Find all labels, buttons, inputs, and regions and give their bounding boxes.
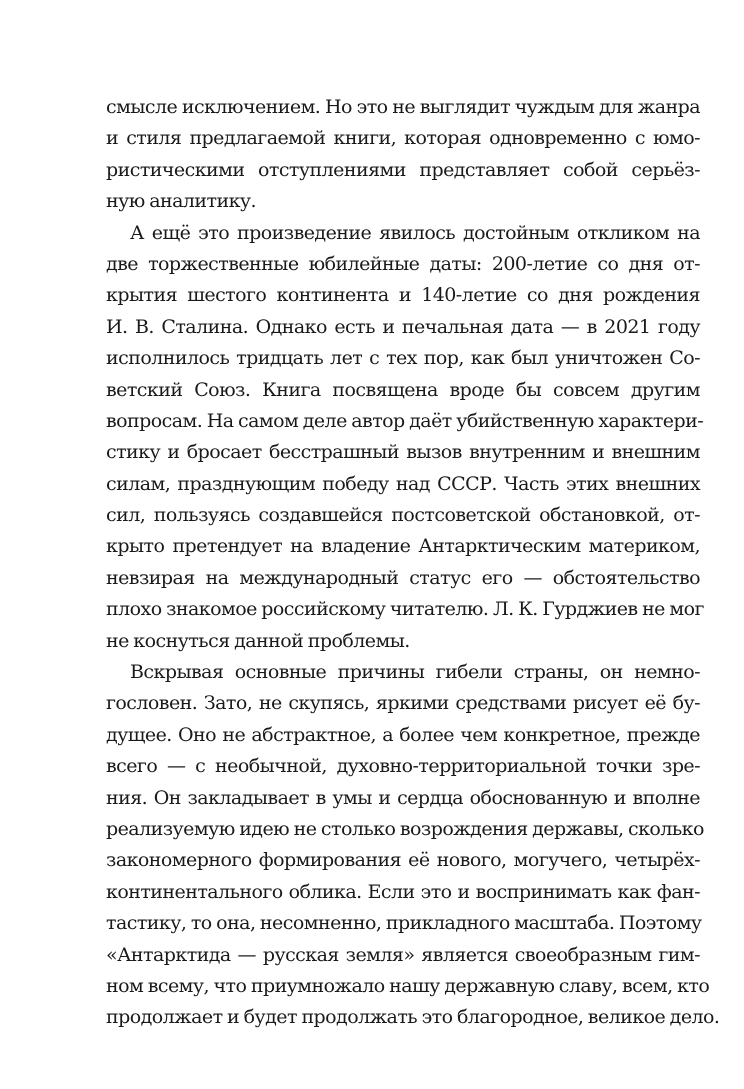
text-line: плохо знакомое российскому читателю. Л. К. Гурджиев не мог xyxy=(106,598,704,621)
text-line: крыто претендует на владение Антарктическим материком, xyxy=(106,535,700,558)
text-line: стику и бросает бесстрашный вызов внутренним и внешним xyxy=(106,441,700,464)
text-line: две торжественные юбилейные даты: 200-летие со дня от- xyxy=(106,252,700,275)
text-line: исполнилось тридцать лет с тех пор, как был уничтожен Со- xyxy=(106,347,700,370)
text-line: силам, празднующим победу над СССР. Часть этих внешних xyxy=(106,472,700,495)
text-line: невзирая на международный статус его — обстоятельство xyxy=(106,566,700,589)
text-line: смысле исключением. Но это не выглядит чуждым для жанра xyxy=(106,96,700,118)
text-line: и стиля предлагаемой книги, которая одновременно с юмо- xyxy=(106,127,700,150)
text-line: «Антарктида — русская земля» является своеобразным гим- xyxy=(106,943,700,966)
text-line: А ещё это произведение явилось достойным откликом на xyxy=(130,221,700,244)
text-line: ную аналитику. xyxy=(106,190,257,213)
text-line: закономерного формирования её нового, могучего, четырёх- xyxy=(106,849,700,872)
text-line: сил, пользуясь создавшейся постсоветской обстановкой, от- xyxy=(106,504,700,527)
text-line: реализуемую идею не столько возрождения державы, сколько xyxy=(106,817,704,840)
text-line: всего — с необычной, духовно-территориальной точки зре- xyxy=(106,755,700,778)
text-line: ния. Он закладывает в умы и сердца обоснованную и вполне xyxy=(106,786,700,809)
text-line: тастику, то она, несомненно, прикладного масштаба. Поэтому xyxy=(106,912,702,935)
text-line: Вскрывая основные причины гибели страны, он немно- xyxy=(130,661,700,684)
text-line: ветский Союз. Книга посвящена вроде бы совсем другим xyxy=(106,378,700,401)
text-line: гословен. Зато, не скупясь, яркими средствами рисует её бу- xyxy=(106,692,700,715)
text-line: дущее. Оно не абстрактное, а более чем конкретное, прежде xyxy=(106,723,700,746)
body-text xyxy=(106,92,720,1034)
text-line: ном всему, что приумножало нашу державную славу, всем, кто xyxy=(106,974,710,997)
text-line: континентального облика. Если это и воспринимать как фан- xyxy=(106,880,700,903)
text-line: И. В. Сталина. Однако есть и печальная дата — в 2021 году xyxy=(106,315,700,338)
text-line: ристическими отступлениями представляет собой серьёз- xyxy=(106,158,700,181)
text-line: вопросам. На самом деле автор даёт убийственную характери- xyxy=(106,409,704,432)
text-line: крытия шестого континента и 140-летие со дня рождения xyxy=(106,284,700,307)
text-line: не коснуться данной проблемы. xyxy=(106,629,410,652)
text-line: продолжает и будет продолжать это благородное, великое дело. xyxy=(106,1006,720,1029)
